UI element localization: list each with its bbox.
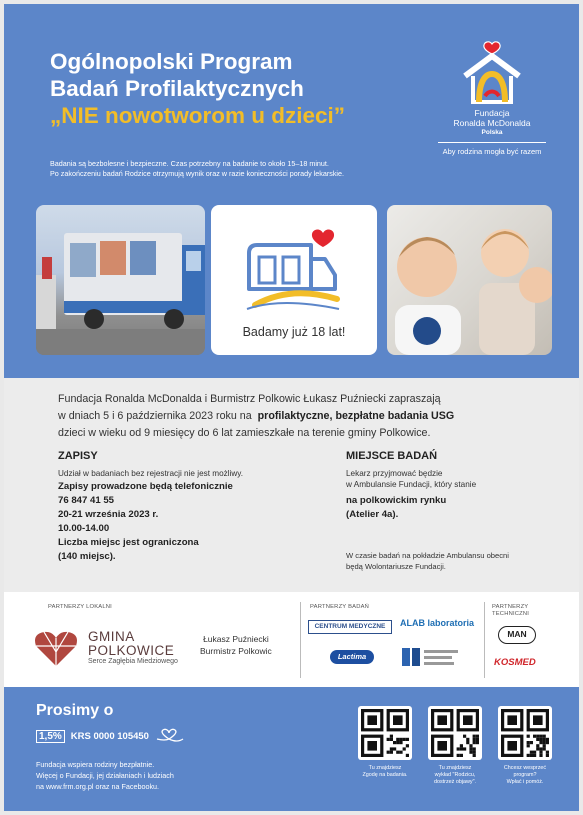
- tech-partners-label: [492, 604, 529, 618]
- miejsce-note: [346, 550, 509, 572]
- zapisy-phone: 76 847 41 55: [58, 495, 115, 506]
- research-partners-label: PARTNERZY BADAŃ: [310, 604, 370, 610]
- zapisy-phone-label: Zapisy prowadzone będą telefonicznie: [58, 481, 233, 492]
- krs-number: KRS 0000 105450: [70, 730, 149, 742]
- zapisy-date: 20-21 września 2023 r.: [58, 509, 159, 520]
- krs-line: [36, 727, 185, 745]
- qr2-cap-1: Tu znajdziesz: [438, 765, 472, 771]
- qr2-cap-3: dostrzeż objawy".: [433, 779, 477, 785]
- tax-percent: 1,5%: [36, 730, 65, 743]
- mayor-title: Burmistrz Polkowic: [200, 646, 272, 656]
- partners-divider-2: [484, 602, 485, 678]
- logo-line-2: Ronalda McDonalda: [453, 118, 531, 128]
- qr1-cap-1: Tu znajdziesz: [368, 765, 402, 771]
- mayor-credit: [200, 633, 272, 657]
- zapisy-limit-1: Liczba miejsc jest ograniczona: [58, 537, 199, 548]
- foundation-logo: [432, 40, 552, 170]
- heart-outline-icon: [155, 727, 185, 745]
- qr-caption-2: [422, 765, 488, 786]
- header-section: [4, 4, 579, 378]
- qr-caption-3: [492, 765, 558, 786]
- zapisy-heading: ZAPISY: [58, 450, 98, 462]
- logo-line-1: Fundacja: [474, 108, 510, 118]
- zapisy-limit-2: (140 miejsc).: [58, 551, 116, 562]
- gmina-polkowice-logo: [88, 629, 178, 665]
- gmina-slogan: Serce Zagłębia Miedziowego: [88, 658, 178, 665]
- miejsce-text: [346, 468, 476, 490]
- intro-line-1: Badania są bezbolesne i bezpieczne. Czas potrzebny na badanie to około 15–18 minut.: [50, 159, 329, 168]
- title-line-2: Badań Profilaktycznych: [50, 76, 304, 101]
- ambulance-truck-image: [36, 205, 205, 355]
- logo-line-3: Polska: [481, 129, 503, 136]
- qr-pattern: [428, 706, 482, 760]
- lead-line-2-highlight: profilaktyczne, bezpłatne badania USG: [257, 410, 455, 422]
- poster: [4, 4, 579, 811]
- qr-code-lecture[interactable]: [428, 706, 482, 760]
- ambulance-photo: [36, 205, 205, 355]
- invitation-text: [58, 391, 528, 442]
- lactima-logo: Lactima: [330, 650, 374, 664]
- tech-label-2: TECHNICZNI: [492, 611, 530, 617]
- tech-label-1: PARTNERZY: [492, 604, 529, 610]
- qr1-cap-2: Zgodę na badania.: [362, 772, 408, 778]
- logo-rule: [438, 142, 546, 143]
- qr2-cap-2: wykład "Rodzicu,: [434, 772, 476, 778]
- alab-logo: ALAB laboratoria: [400, 618, 475, 628]
- children-photo: [387, 205, 552, 355]
- footer-section: [4, 687, 579, 811]
- intro-line-2: Po zakończeniu badań Rodzice otrzymują wynik oraz w razie konieczności porady lekarskie.: [50, 169, 345, 178]
- man-logo: MAN: [498, 626, 536, 644]
- gmina-heart-logo: [32, 628, 80, 668]
- local-partners-label: PARTNERZY LOKALNI: [48, 604, 112, 610]
- qr3-cap-3: Wpłać i pomóż.: [506, 779, 544, 785]
- zapisy-details: [58, 480, 233, 564]
- miejsce-location: [346, 494, 446, 522]
- intro-text: [50, 159, 410, 179]
- footer-info-3: na www.frm.org.pl oraz na Facebooku.: [36, 782, 160, 791]
- mayor-name: Łukasz Puźniecki: [203, 634, 269, 644]
- miejsce-bold-1: na polkowickim rynku: [346, 495, 447, 506]
- kosmed-logo: KOSMED: [494, 657, 536, 668]
- anniversary-badge: [211, 205, 377, 355]
- donation-heading: Prosimy o: [36, 702, 114, 719]
- zapisy-hours: 10.00-14.00: [58, 523, 110, 534]
- qr3-cap-2: program?: [513, 772, 537, 778]
- partners-divider-1: [300, 602, 301, 678]
- miejsce-heading: MIEJSCE BADAŃ: [346, 450, 438, 462]
- lead-line-2-text: w dniach 5 i 6 października 2023 roku na: [58, 410, 252, 422]
- qr-pattern: [498, 706, 552, 760]
- children-image: [387, 205, 552, 355]
- qr-code-consent[interactable]: [358, 706, 412, 760]
- lead-line-3: dzieci w wieku od 9 miesięcy do 6 lat zamieszkałe na terenie gminy Polkowice.: [58, 427, 431, 439]
- title-line-3: „NIE nowotworom u dzieci”: [50, 103, 346, 128]
- lead-line-2: [58, 408, 528, 425]
- badge-caption: Badamy już 18 lat!: [242, 325, 346, 339]
- ambulance-heart-icon: [241, 219, 347, 315]
- zapisy-note: Udział w badaniach bez rejestracji nie jest możliwy.: [58, 469, 244, 478]
- footer-info-1: Fundacja wspiera rodziny bezpłatnie.: [36, 760, 155, 769]
- logo-tagline: Aby rodzina mogła być razem: [442, 147, 542, 156]
- footer-info: [36, 759, 174, 792]
- fundacja-logo: [402, 646, 460, 668]
- qr-code-donate[interactable]: [498, 706, 552, 760]
- gmina-line-1: GMINA: [88, 629, 135, 644]
- lead-line-1: Fundacja Ronalda McDonalda i Burmistrz Polkowic Łukasz Puźniecki zapraszają: [58, 393, 441, 405]
- title-line-1: Ogólnopolski Program: [50, 49, 293, 74]
- house-heart-icon: [461, 40, 523, 106]
- footer-info-2: Więcej o Fundacji, jej działaniach i ludziach: [36, 771, 174, 780]
- partners-section: [4, 592, 579, 687]
- miejsce-note-1: W czasie badań na pokładzie Ambulansu obecni: [346, 551, 509, 560]
- miejsce-note-2: będą Wolontariusze Fundacji.: [346, 562, 446, 571]
- program-title: [50, 48, 430, 129]
- qr3-cap-1: Chcesz wesprzeć: [503, 765, 547, 771]
- miejsce-bold-2: (Atelier 4a).: [346, 509, 399, 520]
- info-section: [4, 378, 579, 592]
- miejsce-line-1: Lekarz przyjmować będzie: [346, 469, 443, 478]
- qr-pattern: [358, 706, 412, 760]
- miejsce-line-2: w Ambulansie Fundacji, który stanie: [346, 480, 477, 489]
- qr-caption-1: [352, 765, 418, 779]
- gmina-line-2: POLKOWICE: [88, 643, 175, 658]
- centrum-medyczne-logo: CENTRUM MEDYCZNE: [308, 620, 392, 634]
